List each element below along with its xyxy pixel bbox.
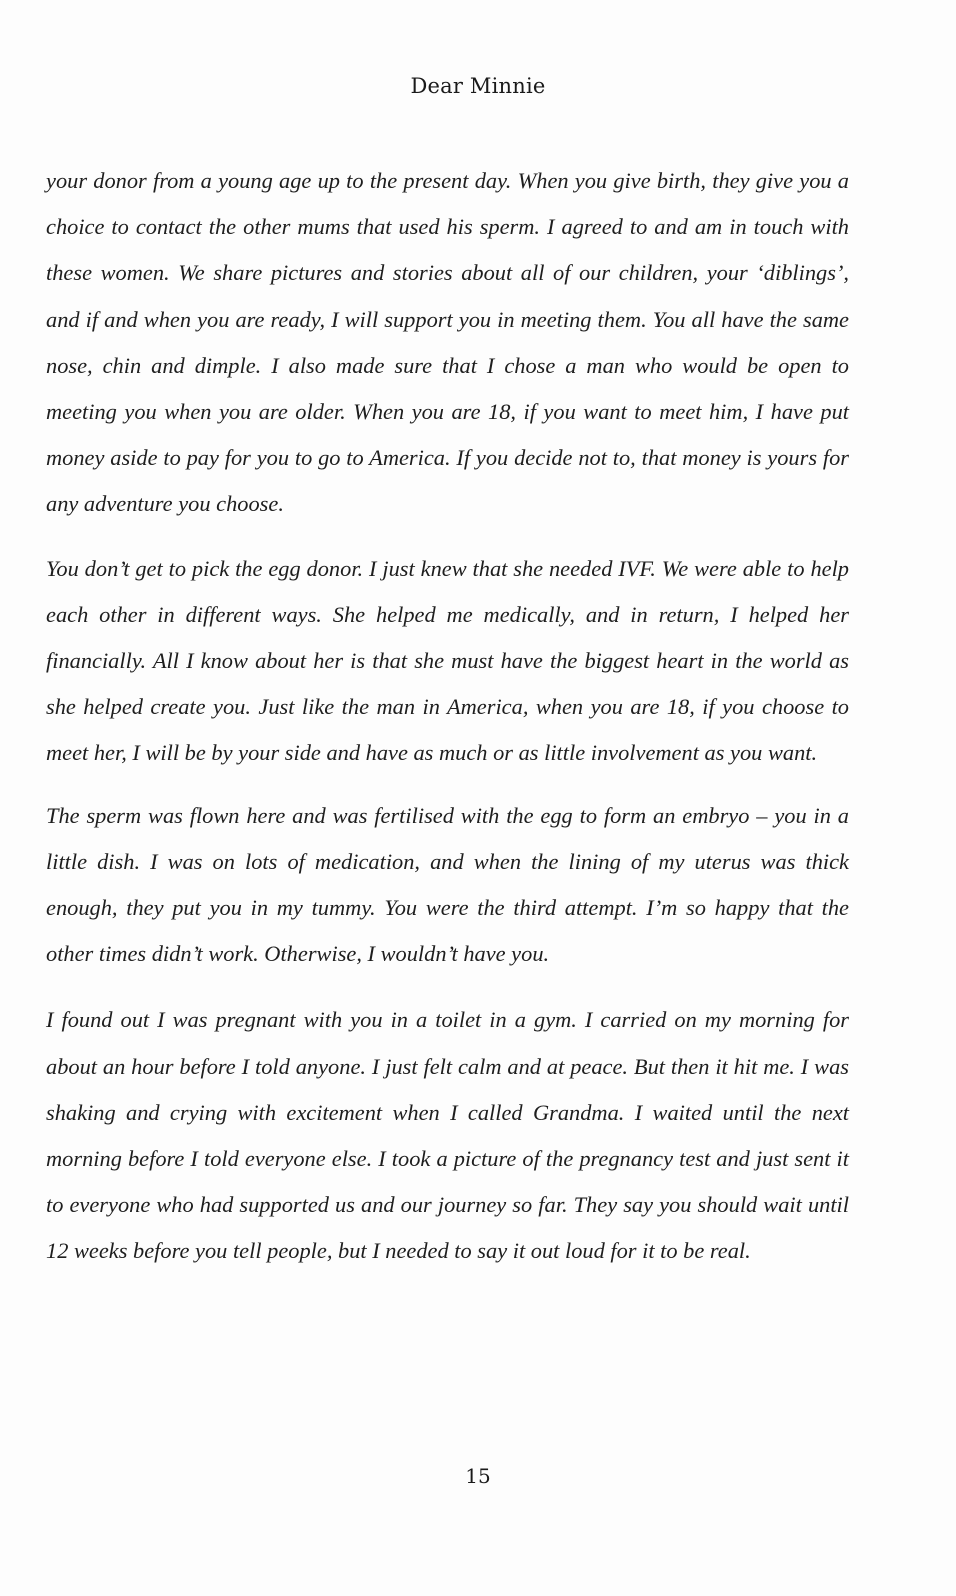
page-number: 15 (465, 1464, 491, 1488)
paragraph-4: I found out I was pregnant with you in a toilet in a gym. I carried on my morning for about an hour before I told anyone. I just felt calm and at peace. But then it hit me. I was shaking and crying with excitement when I called Grandma. I waited until the next morning before I told everyone else. I took a picture of the pregnancy test and just sent it to everyone who had supported us and our journey so far. They say you should wait until 12 weeks before you tell people, but I needed to say it out loud for it to be real. (46, 1007, 849, 1264)
paragraph-3: The sperm was flown here and was fertilised with the egg to form an embryo – you in a little dish. I was on lots of medication, and when the lining of my uterus was thick enough, they put you in my tummy. You were the third attempt. I’m so happy that the other times didn’t work. Otherwise, I wouldn’t have you. (46, 802, 849, 967)
body-text (46, 158, 849, 1293)
running-header-title: Dear Minnie (410, 74, 546, 98)
paragraph-1: your donor from a young age up to the present day. When you give birth, they give you a choice to contact the other mums that used his sperm. I agreed to and am in touch with these women. We share pictures and stories about all of our children, your ‘diblings’, and if and when you are ready, I will support you in meeting them. You all have the same nose, chin and dimple. I also made sure that I chose a man who would be open to meeting you when you are older. When you are 18, if you want to meet him, I have put money aside to pay for you to go to America. If you decide not to, that money is yours for any adventure you choose. (46, 168, 849, 517)
paragraph-2: You don’t get to pick the egg donor. I just knew that she needed IVF. We were able to help each other in different ways. She helped me medically, and in return, I helped her financially. All I know about her is that she must have the biggest heart in the world as she helped create you. Just like the man in America, when you are 18, if you choose to meet her, I will be by your side and have as much or as little involvement as you want. (46, 555, 849, 766)
